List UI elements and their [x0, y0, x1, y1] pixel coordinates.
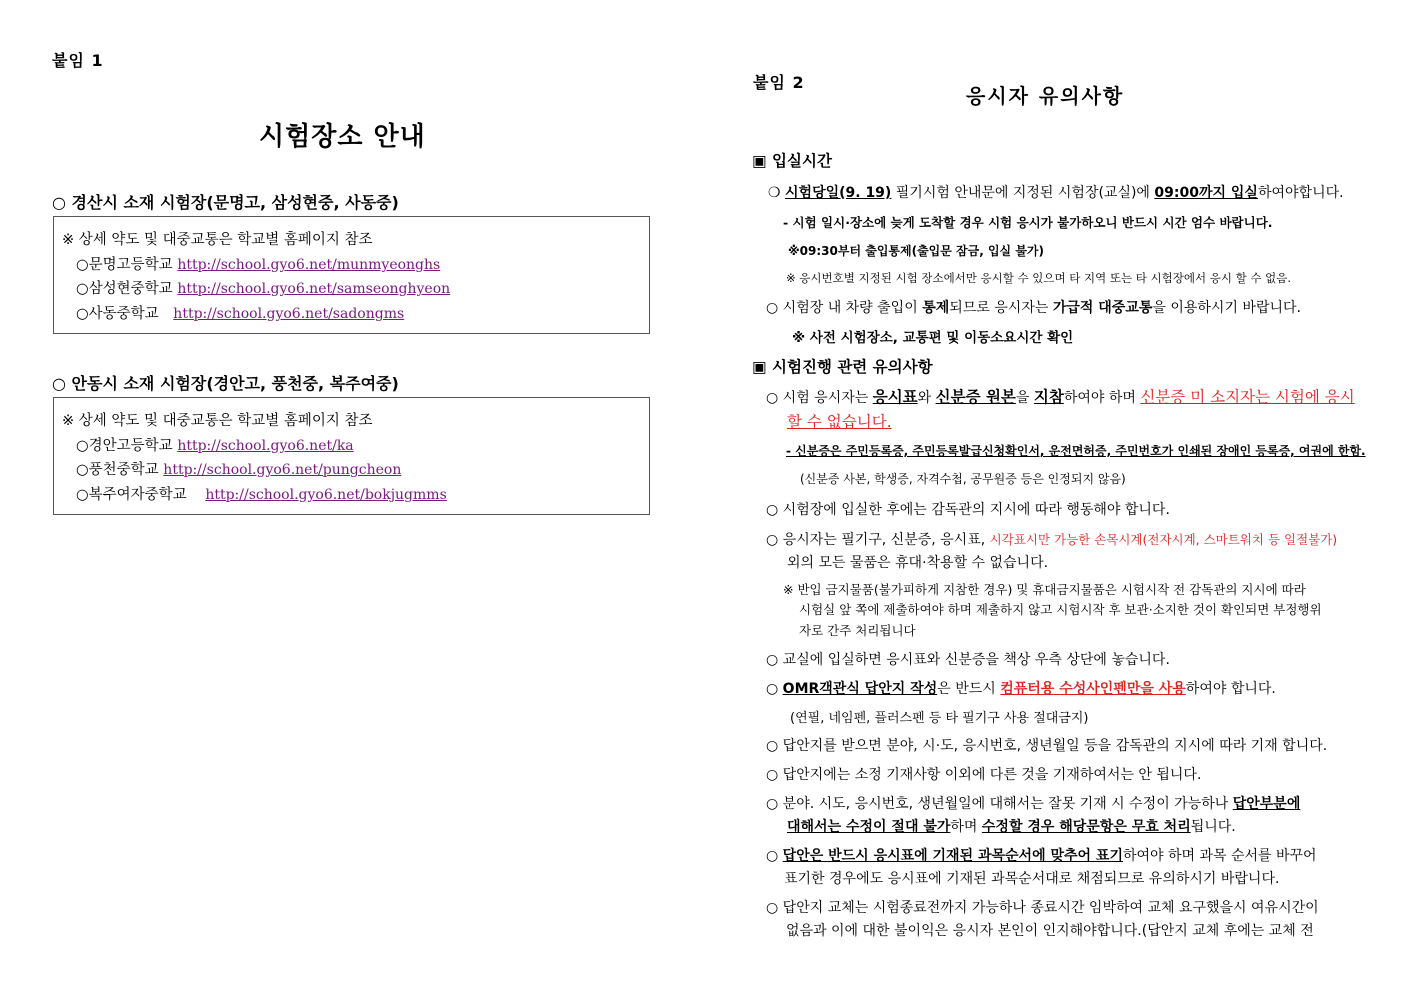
entry-deadline-text: 09:00까지 입실 [1154, 185, 1258, 201]
text: ○ 응시자는 필기구, 신분증, 응시표, [766, 532, 990, 548]
desk-notice: ○ 교실에 입실하면 응시표와 신분증을 책상 우측 상단에 놓습니다. [766, 652, 1170, 668]
school-link[interactable]: http://school.gyo6.net/pungcheon [163, 462, 402, 478]
id-excluded: (신분증 사본, 학생증, 자격수첩, 공무원증 등은 인정되지 않음) [800, 472, 1126, 486]
text: 답안부분에 [1232, 796, 1301, 812]
school-row [76, 302, 404, 323]
text: 수정할 경우 해당문항은 무효 처리 [981, 819, 1191, 835]
pen-rule: 컴퓨터용 수성사인펜만을 사용 [1000, 681, 1186, 697]
correction-notice-cont [787, 816, 1236, 836]
section-heading-entry-time: ▣ 입실시간 [752, 152, 832, 170]
school-box-andong [53, 397, 650, 515]
text: 필기시험 안내문에 지정된 시험장(교실)에 [891, 185, 1155, 201]
text: 됩니다. [1190, 819, 1236, 835]
text: 가급적 대중교통 [1052, 300, 1153, 316]
text: ○ [766, 681, 783, 697]
school-row [76, 458, 401, 479]
text: 답안은 반드시 응시표에 기재된 과목순서에 맞추어 표기 [782, 848, 1123, 864]
school-name: ○경안고등학교 [76, 438, 173, 454]
text: 대해서는 수정이 절대 불가 [787, 819, 951, 835]
id-types: - 신분증은 주민등록증, 주민등록발급신청확인서, 운전면허증, 주민번호가 인쇄된 장애인 등록증, 여권에 한함. [786, 444, 1366, 458]
subject-order-notice [766, 845, 1317, 865]
id-notice [766, 385, 1355, 407]
prohibited-sub3: 자로 간주 처리됩니다 [799, 623, 916, 638]
allowed-items-cont: 외의 모든 물품은 휴대·착용할 수 없습니다. [787, 555, 1049, 571]
entry-time-sub2: ※09:30부터 출입통제(출입문 잠금, 입실 불가) [788, 244, 1044, 258]
school-box-gyeongsan [53, 216, 650, 334]
school-row [76, 253, 440, 274]
entry-time-sub3: ※ 응시번호별 지정된 시험 장소에서만 응시할 수 있으며 타 지역 또는 타 시험장에서 응시 할 수 없음. [786, 271, 1292, 285]
school-row [76, 277, 450, 298]
text: ○ [766, 848, 783, 864]
answer-sheet-fill: ○ 답안지를 받으면 분야, 시·도, 응시번호, 생년월일 등을 감독관의 지시에 따라 기재 합니다. [766, 738, 1328, 754]
text: 하며 [950, 819, 982, 835]
warning-text-cont: 할 수 없습니다. [787, 413, 892, 431]
text: 신분증 원본 [935, 388, 1016, 406]
replacement-notice-cont: 없음과 이에 대한 불이익은 응시자 본인이 인지해야합니다.(답안지 교체 후에는 교체 전 [786, 923, 1314, 939]
attachment-label-1: 붙임 1 [52, 51, 104, 70]
text: 통제 [922, 300, 950, 316]
subject-order-cont: 표기한 경우에도 응시표에 기재된 과목순서대로 채점되므로 유의하시기 바랍니다. [784, 871, 1280, 887]
supervisor-notice: ○ 시험장에 입실한 후에는 감독관의 지시에 따라 행동해야 합니다. [766, 502, 1170, 518]
text: 하여야 합니다. [1185, 681, 1276, 697]
school-name: ○풍천중학교 [76, 462, 159, 478]
text: OMR객관식 답안지 작성 [782, 681, 938, 697]
prohibited-sub2: 시험실 앞 쪽에 제출하여야 하며 제출하지 않고 시험시작 후 보관·소지한 것이 확인되면 부정행위 [799, 602, 1322, 617]
school-name: ○복주여자중학교 [76, 487, 187, 503]
answer-sheet-rule: ○ 답안지에는 소정 기재사항 이외에 다른 것을 기재하여서는 안 됩니다. [766, 767, 1202, 783]
text: 와 [917, 390, 936, 406]
school-link[interactable]: http://school.gyo6.net/sadongms [173, 306, 405, 322]
page-title-right: 응시자 유의사항 [966, 84, 1125, 108]
vehicle-sub: ※ 사전 시험장소, 교통편 및 이동소요시간 확인 [792, 330, 1074, 346]
correction-notice [766, 793, 1300, 813]
text: 은 반드시 [937, 681, 1001, 697]
school-link[interactable]: http://school.gyo6.net/munmyeonghs [177, 257, 441, 273]
omr-notice [766, 678, 1276, 698]
text: 하여야 하며 [1063, 390, 1141, 406]
school-link[interactable]: http://school.gyo6.net/bokjugmms [205, 487, 447, 503]
attachment-label-2: 붙임 2 [753, 73, 805, 92]
allowed-items [766, 529, 1337, 549]
note-text: ※ 상세 약도 및 대중교통은 학교별 홈페이지 참조 [62, 413, 373, 429]
page-title-left: 시험장소 안내 [259, 122, 426, 152]
text: 을 이용하시기 바랍니다. [1152, 300, 1301, 316]
omr-sub: (연필, 네임펜, 플러스펜 등 타 필기구 사용 절대금지) [790, 711, 1089, 726]
text: 지참 [1033, 388, 1064, 406]
text: 하여야 하며 과목 순서를 바꾸어 [1122, 848, 1317, 864]
school-name: ○사동중학교 [76, 306, 159, 322]
school-link[interactable]: http://school.gyo6.net/ka [177, 438, 354, 454]
text: 응시표 [872, 388, 918, 406]
text: ○ 시험장 내 차량 출입이 [766, 300, 923, 316]
warning-text: 신분증 미 소지자는 시험에 응시 [1140, 388, 1355, 406]
section-heading-exam-notes: ▣ 시험진행 관련 유의사항 [752, 358, 933, 376]
school-row [76, 434, 354, 455]
vehicle-notice [766, 297, 1301, 317]
text: ○ 분야. 시도, 응시번호, 생년월일에 대해서는 잘못 기재 시 수정이 가능하나 [766, 796, 1233, 812]
text: 되므로 응시자는 [949, 300, 1053, 316]
note-text: ※ 상세 약도 및 대중교통은 학교별 홈페이지 참조 [62, 232, 373, 248]
entry-time-sub1: - 시험 일시·장소에 늦게 도착할 경우 시험 응시가 불가하오니 반드시 시간 엄수 바랍니다. [783, 215, 1273, 230]
text: 하여야합니다. [1257, 185, 1344, 201]
school-row [76, 483, 447, 504]
school-link[interactable]: http://school.gyo6.net/samseonghyeon [177, 281, 451, 297]
watch-rule: 시각표시만 가능한 손목시계(전자시계, 스마트워치 등 일절불가) [989, 532, 1338, 547]
text: ○ 시험 응시자는 [766, 390, 873, 406]
entry-time-item [768, 182, 1344, 202]
region-heading-andong: ○ 안동시 소재 시험장(경안고, 풍천중, 복주여중) [52, 374, 399, 393]
school-name: ○삼성현중학교 [76, 281, 173, 297]
text: 을 [1015, 390, 1034, 406]
exam-date-text: 시험당일(9. 19) [785, 185, 892, 201]
school-name: ○문명고등학교 [76, 257, 173, 273]
prohibited-sub1: ※ 반입 금지물품(불가피하게 지참한 경우) 및 휴대금지물품은 시험시작 전 감독관의 지시에 따라 [783, 582, 1306, 597]
bullet: ❍ [768, 185, 781, 201]
region-heading-gyeongsan: ○ 경산시 소재 시험장(문명고, 삼성현중, 사동중) [52, 193, 399, 212]
replacement-notice: ○ 답안지 교체는 시험종료전까지 가능하나 종료시간 임박하여 교체 요구했을시 여유시간이 [766, 900, 1319, 916]
